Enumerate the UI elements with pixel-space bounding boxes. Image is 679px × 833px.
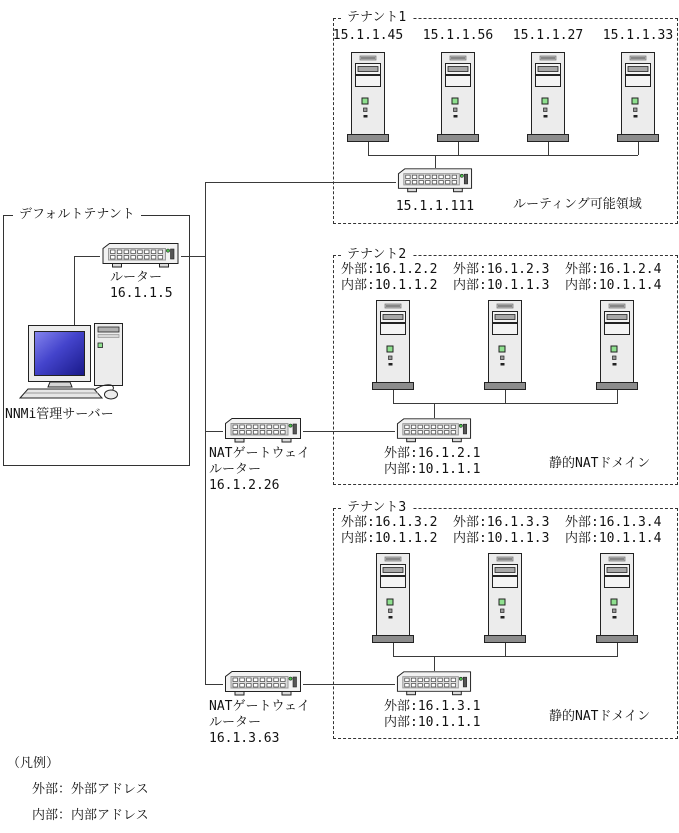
server-icon [347, 52, 389, 142]
server-icon [484, 300, 526, 390]
router-name: ルーター [110, 270, 163, 285]
tenant3-server1-drop [393, 642, 394, 657]
link-natgw2-to-tenant3-switch [303, 684, 395, 685]
tenant1-server1-ip: 15.1.1.45 [332, 28, 404, 43]
nat-gateway1-router-icon [223, 418, 303, 444]
link-router-to-server-cable [74, 256, 100, 257]
tenant2-server3-internal: 内部:10.1.1.4 [565, 278, 662, 293]
tenant2-switch-drop [434, 403, 435, 418]
tenant1-server3-ip: 15.1.1.27 [512, 28, 584, 43]
nat-gateway2-name-line2: ルーター [209, 715, 262, 730]
link-natgw1-to-tenant2-switch [303, 431, 395, 432]
tenant3-switch-drop [434, 656, 435, 671]
tenant1-bus [368, 155, 638, 156]
tenant1-zone-label: ルーティング可能領域 [513, 197, 642, 212]
tenant3-zone-label: 静的NATドメイン [549, 709, 651, 724]
tenant2-bus [393, 403, 617, 404]
tenant2-server1-internal: 内部:10.1.1.2 [341, 278, 438, 293]
server-icon [484, 553, 526, 643]
legend-title: （凡例） [7, 756, 60, 771]
tenant2-server3-drop [617, 389, 618, 404]
tenant1-server1-drop [368, 141, 369, 155]
server-icon [617, 52, 659, 142]
nnmi-server-computer-icon [18, 323, 123, 401]
default-tenant-title: デフォルトテナント [13, 207, 141, 223]
nat-gateway2-router-icon [223, 671, 303, 697]
tenant2-switch-external: 外部:16.1.2.1 [384, 446, 481, 461]
legend-item-internal: 内部：内部アドレス [32, 808, 149, 823]
nat-gateway1-ip: 16.1.2.26 [209, 478, 280, 493]
link-cable-to-nnmi-server [74, 256, 75, 327]
tenant3-bus [393, 656, 617, 657]
nat-gateway2-ip: 16.1.3.63 [209, 731, 280, 746]
server-icon [596, 553, 638, 643]
router-ip: 16.1.1.5 [110, 286, 173, 301]
tenant1-title: テナント1 [341, 10, 412, 26]
server-icon [437, 52, 479, 142]
link-router-to-trunk [181, 256, 205, 257]
nat-gateway1-name-line1: NATゲートウェイ [209, 446, 310, 461]
tenant2-switch-internal: 内部:10.1.1.1 [384, 462, 481, 477]
tenant2-server1-drop [393, 389, 394, 404]
tenant3-switch-internal: 内部:10.1.1.1 [384, 715, 481, 730]
tenant3-server2-internal: 内部:10.1.1.3 [453, 531, 550, 546]
tenant1-switch-drop [435, 155, 436, 168]
link-trunk-to-tenant1-switch [205, 182, 396, 183]
tenant3-switch-external: 外部:16.1.3.1 [384, 699, 481, 714]
tenant3-server1-internal: 内部:10.1.1.2 [341, 531, 438, 546]
tenant2-server1-external: 外部:16.1.2.2 [341, 262, 438, 277]
tenant3-server3-internal: 内部:10.1.1.4 [565, 531, 662, 546]
link-trunk-to-natgw1 [205, 431, 223, 432]
tenant2-server3-external: 外部:16.1.2.4 [565, 262, 662, 277]
tenant3-server3-drop [617, 642, 618, 657]
tenant1-server3-drop [548, 141, 549, 155]
legend-item-external: 外部：外部アドレス [32, 782, 149, 797]
tenant3-title: テナント3 [341, 500, 412, 516]
tenant2-server2-internal: 内部:10.1.1.3 [453, 278, 550, 293]
tenant3-server2-external: 外部:16.1.3.3 [453, 515, 550, 530]
nat-gateway1-name-line2: ルーター [209, 462, 262, 477]
link-trunk-to-natgw2 [205, 684, 223, 685]
tenant1-server2-ip: 15.1.1.56 [422, 28, 494, 43]
tenant3-server3-external: 外部:16.1.3.4 [565, 515, 662, 530]
nat-gateway2-name-line1: NATゲートウェイ [209, 699, 310, 714]
tenant1-server4-drop [638, 141, 639, 155]
server-icon [372, 553, 414, 643]
tenant1-switch-ip: 15.1.1.111 [395, 199, 475, 214]
switch-icon [395, 671, 473, 697]
server-icon [596, 300, 638, 390]
tenant2-zone-label: 静的NATドメイン [549, 456, 651, 471]
tenant1-server2-drop [458, 141, 459, 155]
router-icon [100, 243, 181, 269]
tenant3-server1-external: 外部:16.1.3.2 [341, 515, 438, 530]
server-icon [527, 52, 569, 142]
switch-icon [396, 168, 474, 194]
tenant2-server2-external: 外部:16.1.2.3 [453, 262, 550, 277]
nnmi-server-label: NNMi管理サーバー [5, 407, 114, 422]
tenant1-server4-ip: 15.1.1.33 [602, 28, 674, 43]
tenant2-server2-drop [505, 389, 506, 404]
link-trunk [205, 182, 206, 685]
switch-icon [395, 418, 473, 444]
tenant2-title: テナント2 [341, 247, 412, 263]
server-icon [372, 300, 414, 390]
tenant3-server2-drop [505, 642, 506, 657]
